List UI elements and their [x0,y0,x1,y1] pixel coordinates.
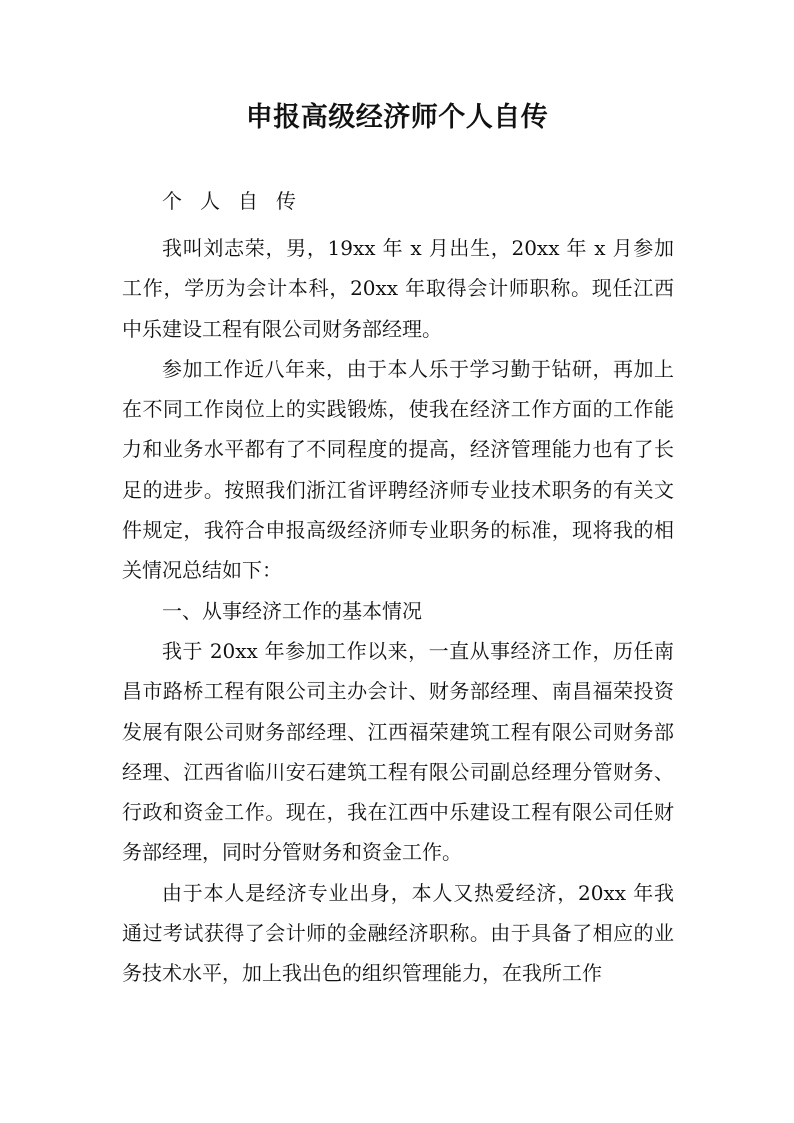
paragraph-overview: 参加工作近八年来，由于本人乐于学习勤于钻研，再加上在不同工作岗位上的实践锻炼，使我在经济工作方面的工作能力和业务水平都有了不同程度的提高，经济管理能力也有了长足的进步。按照我们浙江省评聘经济师专业技术职务的有关文件规定，我符合申报高级经济师专业职务的标准，现将我的相关情况总结如下： [122,356,674,583]
paragraph-qualification: 由于本人是经济专业出身，本人又热爱经济，20xx 年我通过考试获得了会计师的金融经济职称。由于具备了相应的业务技术水平，加上我出色的组织管理能力，在我所工作 [122,880,674,986]
section-heading: 一、从事经济工作的基本情况 [162,598,422,623]
document-body [122,228,674,994]
paragraph-work-history: 我于 20xx 年参加工作以来，一直从事经济工作，历任南昌市路桥工程有限公司主办会计、财务部经理、南昌福荣投资发展有限公司财务部经理、江西福荣建筑工程有限公司财务部经理、江西省临川安石建筑工程有限公司副总经理分管财务、行政和资金工作。现在，我在江西中乐建设工程有限公司任财务部经理，同时分管财务和资金工作。 [122,638,674,865]
document-title: 申报高级经济师个人自传 [245,102,549,133]
paragraph-intro: 我叫刘志荣，男，19xx 年 x 月出生，20xx 年 x 月参加工作，学历为会计本科，20xx 年取得会计师职称。现任江西中乐建设工程有限公司财务部经理。 [122,236,674,341]
document-subtitle: 个人自传 [162,189,314,213]
